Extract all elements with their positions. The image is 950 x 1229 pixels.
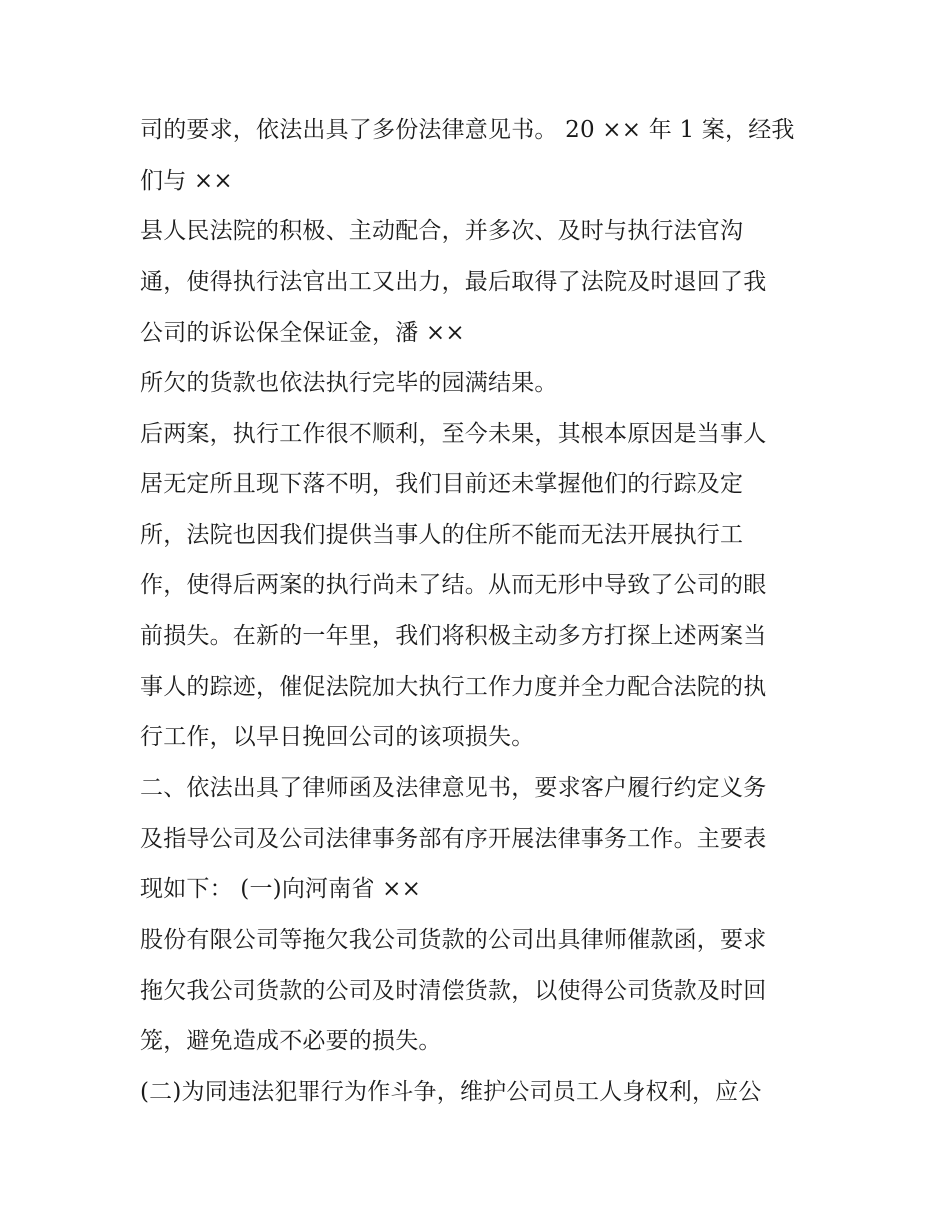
text-line-4: 通，使得执行法官出工又出力，最后取得了法院及时退回了我 (140, 269, 767, 295)
text-line-15: 及指导公司及公司法律事务部有序开展法律事务工作。主要表 (140, 826, 767, 852)
text-line-12: 事人的踪迹，催促法院加大执行工作力度并全力配合法院的执 (140, 674, 767, 700)
text-line-10: 作，使得后两案的执行尚未了结。从而无形中导致了公司的眼 (140, 572, 767, 598)
text-line-19: 笼，避免造成不必要的损失。 (140, 1028, 442, 1054)
text-line-9: 所，法院也因我们提供当事人的住所不能而无法开展执行工 (140, 522, 744, 548)
text-line-14: 二、依法出具了律师函及法律意见书，要求客户履行约定义务 (140, 775, 767, 801)
text-line-6: 所欠的货款也依法执行完毕的园满结果。 (140, 370, 558, 396)
text-line-11: 前损失。在新的一年里，我们将积极主动多方打探上述两案当 (140, 623, 767, 649)
text-line-18: 拖欠我公司货款的公司及时清偿货款，以使得公司货款及时回 (140, 978, 767, 1004)
text-line-20: (二)为同违法犯罪行为作斗争，维护公司员工人身权利，应公 (140, 1079, 762, 1105)
text-line-13: 行工作，以早日挽回公司的该项损失。 (140, 724, 535, 750)
text-line-3: 县人民法院的积极、主动配合，并多次、及时与执行法官沟 (140, 218, 744, 244)
text-line-7: 后两案，执行工作很不顺利，至今未果，其根本原因是当事人 (140, 421, 767, 447)
text-line-16: 现如下： (一)向河南省 ×× (140, 876, 422, 902)
text-line-1: 司的要求，依法出具了多份法律意见书。 20 ×× 年 1 案，经我 (140, 117, 795, 143)
text-line-2: 们与 ×× (140, 168, 233, 194)
text-line-8: 居无定所且现下落不明，我们目前还未掌握他们的行踪及定 (140, 471, 744, 497)
text-line-5: 公司的诉讼保全保证金，潘 ×× (140, 320, 465, 346)
text-line-17: 股份有限公司等拖欠我公司货款的公司出具律师催款函，要求 (140, 927, 767, 953)
